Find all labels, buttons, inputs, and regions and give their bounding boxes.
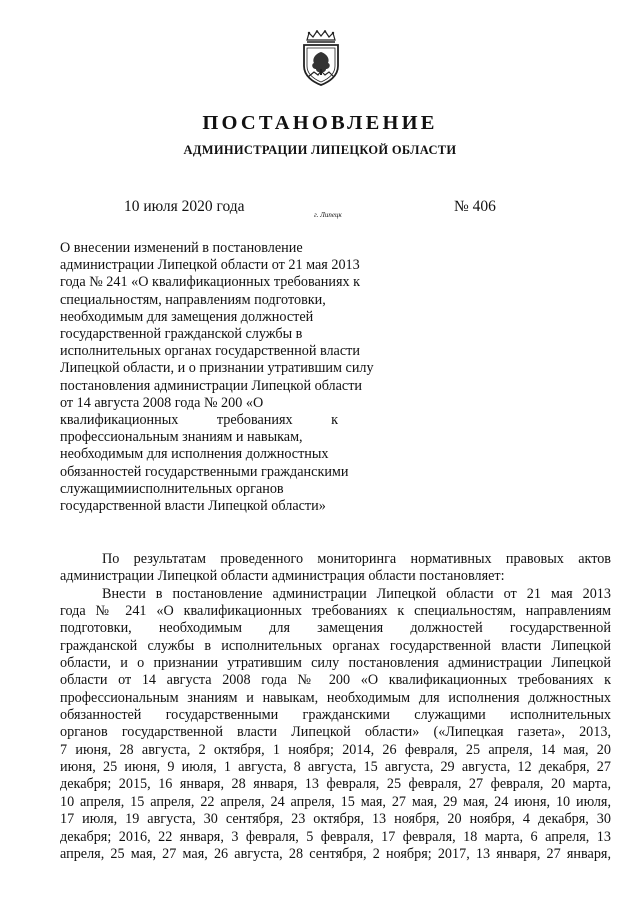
- body-line: обязанностей государственными гражданскими служащими исполнительных: [60, 707, 611, 724]
- body-line: июня, 25 июня, 9 июля, 1 августа, 8 августа, 15 августа, 29 августа, 12 декабря, 27: [60, 759, 611, 776]
- body-line: декабря; 2015, 16 января, 28 января, 13 февраля, 25 февраля, 27 февраля, 20 марта,: [60, 776, 611, 793]
- document-subject: [60, 240, 374, 515]
- document-number: № 406: [454, 198, 496, 215]
- body-line: органов государственной власти Липецкой области» («Липецкая газета», 2013,: [60, 724, 611, 741]
- subject-line: Липецкой области, и о признании утратившим силу: [60, 360, 374, 377]
- body-line: апреля, 25 мая, 27 мая, 26 августа, 28 сентября, 2 ноября; 2017, 13 января, 27 января,: [60, 845, 611, 862]
- body-line: администрации Липецкой области администрация области постановляет:: [60, 568, 505, 585]
- subject-line: постановления администрации Липецкой области: [60, 377, 363, 394]
- subject-line: необходимым для замещения должностей: [60, 308, 314, 325]
- body-line: Внести в постановление администрации Липецкой области от 21 мая 2013: [102, 585, 611, 602]
- subject-line: необходимым для исполнения должностных: [60, 446, 329, 463]
- body-line: декабря; 2016, 22 января, 3 февраля, 5 февраля, 17 февраля, 18 марта, 6 апреля, 13: [60, 828, 611, 845]
- body-line: 7 июня, 28 августа, 2 октября, 1 ноября; 2014, 26 февраля, 25 апреля, 14 мая, 20: [60, 741, 611, 758]
- body-line: области от 14 августа 2008 года № 200 «О квалификационных требованиях к: [60, 672, 611, 689]
- subject-line: специальностям, направлениям подготовки,: [60, 291, 326, 308]
- document-date: 10 июля 2020 года: [124, 198, 245, 215]
- body-line: года № 241 «О квалификационных требованиях к специальностям, направлениям: [60, 603, 611, 620]
- lipetsk-coat-of-arms-icon: [299, 30, 343, 86]
- subject-line: государственной гражданской службы в: [60, 326, 303, 343]
- body-line: гражданской службы в исполнительных органах государственной власти Липецкой: [60, 637, 611, 654]
- document-title: ПОСТАНОВЛЕНИЕ: [202, 112, 438, 134]
- issuing-authority: АДМИНИСТРАЦИИ ЛИПЕЦКОЙ ОБЛАСТИ: [183, 143, 457, 157]
- subject-line: профессиональным знаниям и навыкам,: [60, 429, 303, 446]
- body-line: По результатам проведенного мониторинга нормативных правовых актов: [102, 551, 611, 567]
- body-line: профессиональным знаниям и навыкам, необходимым для исполнения должностных: [60, 689, 611, 706]
- subject-line: квалификационных требованиях к: [60, 412, 338, 429]
- subject-line: года № 241 «О квалификационных требованиях к: [60, 274, 361, 291]
- subject-line: государственной власти Липецкой области»: [60, 498, 326, 515]
- body-line: 17 июля, 19 августа, 30 сентября, 23 октября, 13 ноября, 20 ноября, 4 декабря, 30: [60, 811, 611, 828]
- body-line: 10 апреля, 15 апреля, 22 апреля, 24 апреля, 15 мая, 27 мая, 29 мая, 24 июня, 10 июля,: [60, 793, 611, 810]
- body-line: области, и о признании утратившим силу постановления администрации Липецкой: [60, 655, 611, 672]
- document-place: г. Липецк: [314, 211, 342, 219]
- subject-line: служащимиисполнительных органов: [60, 480, 284, 497]
- body-line: подготовки, необходимым для замещения должностей государственной: [60, 620, 611, 637]
- subject-line: обязанностей государственными гражданскими: [60, 463, 349, 480]
- document-body: [60, 551, 611, 863]
- subject-line: от 14 августа 2008 года № 200 «О: [60, 394, 264, 411]
- subject-line: О внесении изменений в постановление: [60, 240, 303, 256]
- subject-line: администрации Липецкой области от 21 мая 2013: [60, 257, 360, 274]
- subject-line: исполнительных органах государственной власти: [60, 343, 360, 360]
